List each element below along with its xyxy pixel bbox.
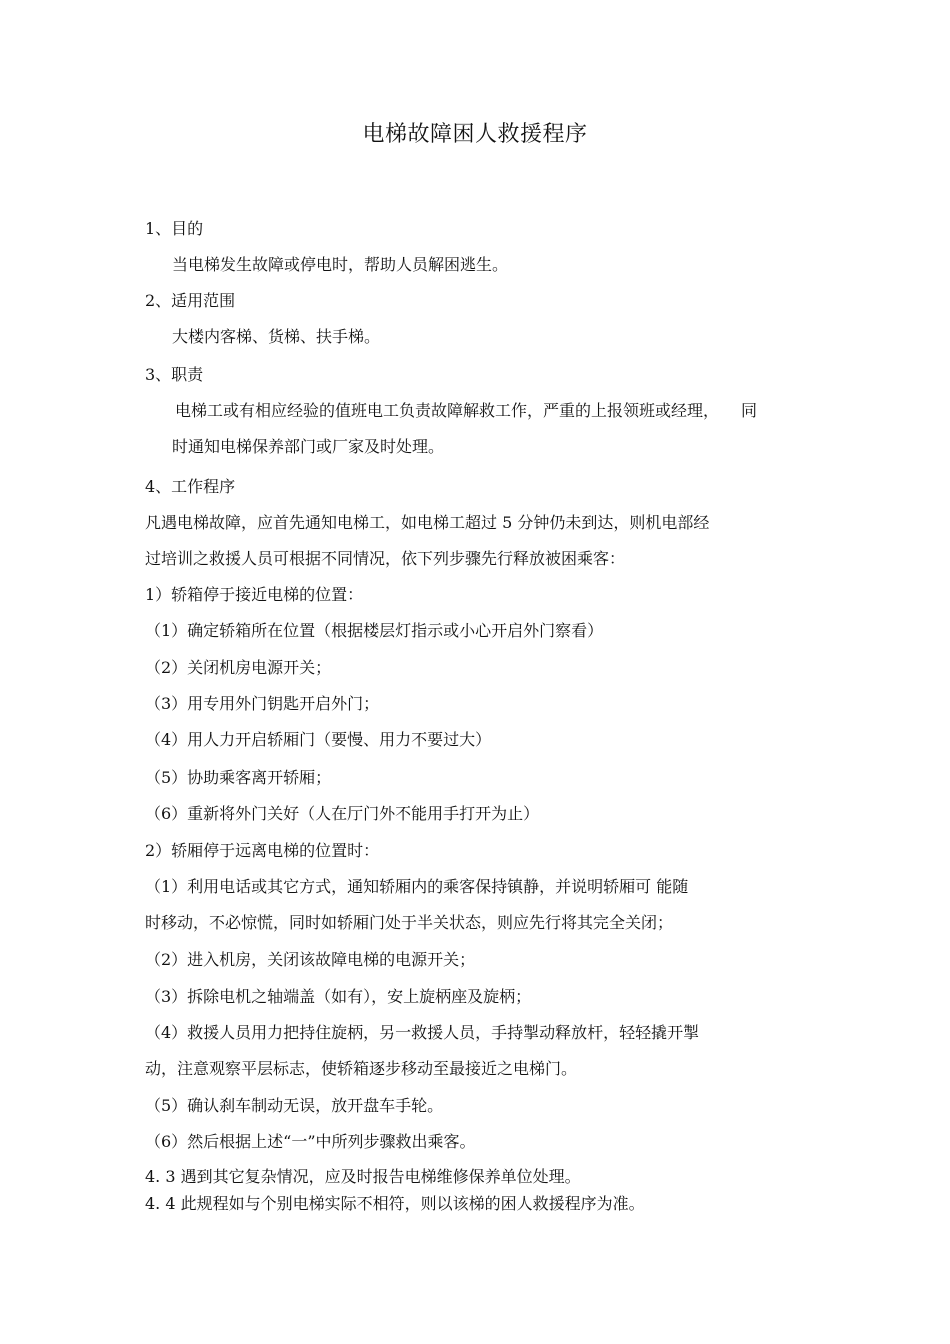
case-2-step-2: （2）进入机房，关闭该故障电梯的电源开关； xyxy=(145,950,476,969)
section-4-heading: 4、工作程序 xyxy=(145,477,236,496)
case-2-step-5: （5）确认刹车制动无误，放开盘车手轮。 xyxy=(145,1096,444,1115)
section-1-body: 当电梯发生故障或停电时，帮助人员解困逃生。 xyxy=(172,255,509,274)
case-2-heading: 2）轿厢停于远离电梯的位置时： xyxy=(145,841,380,860)
section-3-body-line-1-text: 电梯工或有相应经验的值班电工负责故障解救工作，严重的上报领班或经理， xyxy=(175,401,720,420)
case-2-step-3: （3）拆除电机之轴端盖（如有），安上旋柄座及旋柄； xyxy=(145,987,532,1006)
case-2-step-4-line-1: （4）救援人员用力把持住旋柄，另一救援人员，手持掣动释放杆，轻轻撬开掣 xyxy=(145,1023,700,1042)
case-1-heading: 1）轿箱停于接近电梯的位置： xyxy=(145,585,364,604)
case-2-step-1-line-1: （1）利用电话或其它方式，通知轿厢内的乘客保持镇静，并说明轿厢可 能随 xyxy=(145,877,689,896)
section-4-intro-line-1: 凡遇电梯故障，应首先通知电梯工，如电梯工超过 5 分钟仍未到达，则机电部经 xyxy=(145,513,710,532)
case-1-step-3: （3）用专用外门钥匙开启外门； xyxy=(145,694,380,713)
section-4-4: 4. 4 此规程如与个别电梯实际不相符，则以该梯的困人救援程序为准。 xyxy=(145,1194,645,1213)
case-1-step-1: （1）确定轿箱所在位置（根据楼层灯指示或小心开启外门察看） xyxy=(145,621,604,640)
case-2-step-6: （6）然后根据上述“一”中所列步骤救出乘客。 xyxy=(145,1132,476,1151)
case-1-step-5: （5）协助乘客离开轿厢； xyxy=(145,768,332,787)
section-3-heading: 3、职责 xyxy=(145,365,204,384)
document-title: 电梯故障困人救援程序 xyxy=(362,122,588,147)
case-1-step-2: （2）关闭机房电源开关； xyxy=(145,658,332,677)
section-3-body-line-2: 时通知电梯保养部门或厂家及时处理。 xyxy=(172,437,445,456)
case-2-step-4-line-2: 动，注意观察平层标志，使轿箱逐步移动至最接近之电梯门。 xyxy=(145,1059,578,1078)
section-4-3: 4. 3 遇到其它复杂情况，应及时报告电梯维修保养单位处理。 xyxy=(145,1167,581,1186)
section-2-body: 大楼内客梯、货梯、扶手梯。 xyxy=(172,327,381,346)
case-1-step-4: （4）用人力开启轿厢门（要慢、用力不要过大） xyxy=(145,730,492,749)
case-1-step-6: （6）重新将外门关好（人在厅门外不能用手打开为止） xyxy=(145,804,540,823)
section-2-heading: 2、适用范围 xyxy=(145,291,236,310)
section-3-body-line-1 xyxy=(175,400,757,422)
section-4-intro-line-2: 过培训之救援人员可根据不同情况，依下列步骤先行释放被困乘客： xyxy=(145,549,626,568)
section-1-heading: 1、目的 xyxy=(145,219,204,238)
section-3-body-line-1-tail: 同 xyxy=(741,401,758,420)
case-2-step-1-line-2: 时移动，不必惊慌，同时如轿厢门处于半关状态，则应先行将其完全关闭； xyxy=(145,913,674,932)
